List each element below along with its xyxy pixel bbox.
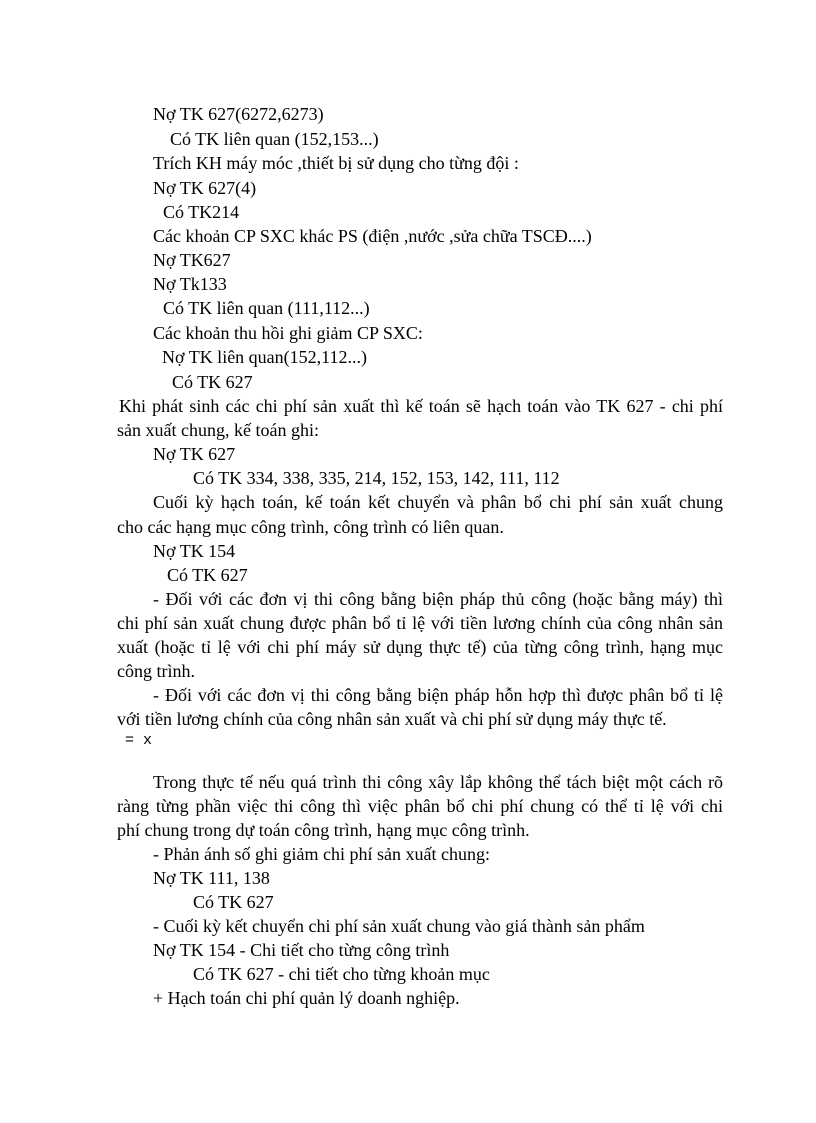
text-line: Trong thực tế nếu quá trình thi công xây lắp không thể tách biệt một cách rõ: [153, 772, 723, 792]
text-line: chi phí sản xuất chung được phân bổ tỉ lệ với tiền lương chính của công nhân sản: [117, 613, 723, 633]
text-line: Có TK liên quan (111,112...): [163, 298, 370, 318]
text-line: công trình.: [117, 661, 195, 681]
text-line: Nợ TK 627(4): [153, 178, 257, 198]
text-line: - Đối với các đơn vị thi công bằng biện pháp hỗn hợp thì được phân bổ tỉ lệ: [153, 685, 723, 705]
text-line: Nợ TK 111, 138: [153, 868, 270, 888]
text-line: Nợ TK 627(6272,6273): [153, 104, 324, 124]
text-line: với tiền lương chính của công nhân sản xuất và chi phí sử dụng máy thực tế.: [117, 709, 667, 729]
text-line: Các khoản thu hồi ghi giảm CP SXC:: [153, 323, 423, 343]
text-line: Nợ TK liên quan(152,112...): [162, 347, 367, 367]
text-line: Có TK 334, 338, 335, 214, 152, 153, 142, 111, 112: [193, 468, 560, 488]
text-line: + Hạch toán chi phí quản lý doanh nghiệp.: [153, 988, 460, 1008]
text-line: Nợ TK627: [153, 250, 231, 270]
text-line: Có TK 627: [172, 372, 253, 392]
text-line: Nợ Tk133: [153, 274, 227, 294]
text-line: - Cuối kỳ kết chuyển chi phí sản xuất chung vào giá thành sản phẩm: [153, 916, 645, 936]
text-line: Có TK 627: [193, 892, 274, 912]
text-line: Khi phát sinh các chi phí sản xuất thì kế toán sẽ hạch toán vào TK 627 - chi phí: [119, 396, 723, 416]
text-line: Nợ TK 627: [153, 444, 236, 464]
text-line: ràng từng phần việc thi công thì việc phân bổ chi phí chung có thể tỉ lệ với chi: [117, 796, 723, 816]
text-line: Có TK 627: [167, 565, 248, 585]
text-line: sản xuất chung, kế toán ghi:: [117, 420, 319, 440]
text-line: - Phản ánh số ghi giảm chi phí sản xuất chung:: [153, 844, 490, 864]
formula-line: = x: [125, 732, 153, 749]
text-line: Các khoản CP SXC khác PS (điện ,nước ,sửa chữa TSCĐ....): [153, 226, 592, 246]
text-line: Nợ TK 154: [153, 541, 236, 561]
text-line: phí chung trong dự toán công trình, hạng mục công trình.: [117, 820, 530, 840]
text-line: cho các hạng mục công trình, công trình có liên quan.: [117, 517, 504, 537]
text-line: Cuối kỳ hạch toán, kế toán kết chuyển và phân bổ chi phí sản xuất chung: [153, 492, 723, 512]
text-line: Có TK liên quan (152,153...): [170, 129, 379, 149]
text-line: - Đối với các đơn vị thi công bằng biện pháp thủ công (hoặc bằng máy) thì: [153, 589, 723, 609]
text-line: xuất (hoặc tỉ lệ với chi phí máy sử dụng thực tế) của từng công trình, hạng mục: [117, 637, 723, 657]
text-line: Có TK214: [163, 202, 240, 222]
text-line: Trích KH máy móc ,thiết bị sử dụng cho từng đội :: [153, 153, 519, 173]
text-line: Nợ TK 154 - Chi tiết cho từng công trình: [153, 940, 450, 960]
text-line: Có TK 627 - chi tiết cho từng khoản mục: [193, 964, 490, 984]
